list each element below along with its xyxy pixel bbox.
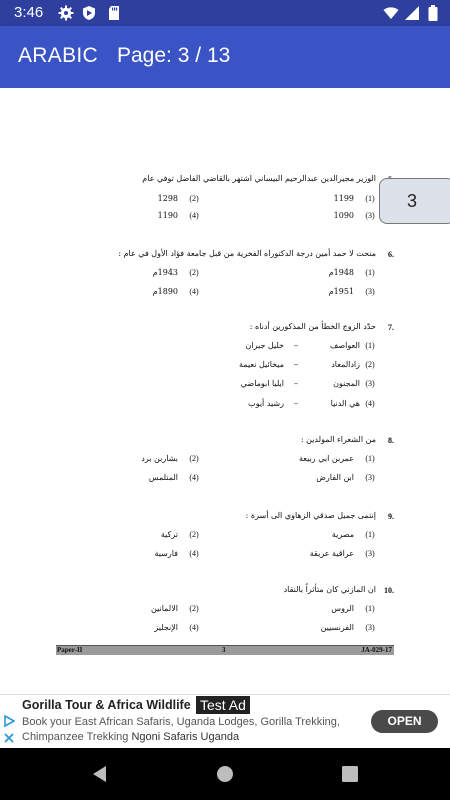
option-3: 1951م (3) (328, 287, 375, 296)
question-text: الوزير مجيرالدين عبدالرحيم البيساني اشتهر بالقاضي الفاضل توفي عام (142, 174, 376, 183)
option-4: فارسية (4) (154, 549, 199, 558)
option-2: 1943م (2) (152, 268, 199, 277)
option-1: 1948م (1) (328, 268, 375, 277)
ad-banner[interactable] (0, 694, 450, 748)
option-4: 1890م (4) (152, 287, 199, 296)
option-2: بشاربن برد (2) (141, 454, 199, 463)
option-1: الروس (1) (331, 604, 375, 613)
option-3: عراقية عريقة (3) (309, 549, 375, 558)
status-bar (0, 0, 450, 26)
option-2: 1298 (2) (157, 194, 199, 203)
option-4: 1190 (4) (157, 211, 199, 220)
option-2: الالمانين (2) (150, 604, 199, 613)
option-3: ابن الفارض (3) (316, 473, 375, 482)
option-2: تركية (2) (160, 530, 199, 539)
option-1: 1199 (1) (333, 194, 375, 203)
signal-icon (404, 5, 420, 21)
recents-icon[interactable] (340, 764, 360, 784)
sd-card-icon (106, 5, 122, 21)
pair-4: رشيد أيوب – هي الدنيا (4) (248, 399, 375, 408)
shield-icon (81, 5, 97, 21)
question-number: 9. (388, 512, 394, 521)
home-icon[interactable] (215, 764, 235, 784)
page-number-badge[interactable]: 3 (379, 178, 450, 224)
footer-page-number: 3 (222, 646, 226, 654)
option-4: الإنجليز (4) (154, 623, 199, 632)
question-number: 6. (388, 250, 394, 259)
document-page (56, 88, 394, 694)
question-text: ان المازني كان متأثراً بالنقاد (283, 585, 376, 594)
app-title: ARABIC (18, 44, 98, 67)
question-text: منحت لا حمد أمين درجة الدكتوراه الفخرية من قبل جامعة فؤاد الأول في عام : (118, 249, 376, 258)
status-time: 3:46 (14, 4, 44, 21)
question-number: 7. (388, 323, 394, 332)
back-icon[interactable] (90, 764, 110, 784)
option-1: عمربن ابي ربيعة (1) (299, 454, 375, 463)
option-1: مصرية (1) (331, 530, 375, 539)
ad-description: Book your East African Safaris, Uganda Lodges, Gorilla Trekking, Chimpanzee Trekking Ngoni Safaris Uganda (22, 716, 340, 743)
question-text: إنتمى جميل صدقي الزهاوي الى أسرة : (245, 511, 376, 520)
ad-close-icon[interactable] (3, 732, 15, 744)
ad-title[interactable]: Gorilla Tour & Africa Wildlife (22, 698, 191, 712)
option-4: المتلمس (4) (148, 473, 199, 482)
pair-1: خليل جبران – العواصف (1) (245, 341, 375, 350)
ad-open-button[interactable]: OPEN (371, 710, 438, 733)
page-total: 13 (206, 44, 231, 67)
page-current: 3 (177, 44, 190, 67)
footer-paper-label: Paper-II (57, 646, 83, 654)
page-indicator (117, 44, 230, 68)
ad-choices-icon[interactable] (3, 715, 15, 727)
footer-code: JA-029-17 (361, 646, 392, 654)
app-bar (0, 26, 450, 88)
battery-icon (428, 5, 438, 21)
option-3: الفرنسيين (3) (320, 623, 375, 632)
pair-2: ميخائيل نعيمة – زادالمعاد (2) (239, 360, 375, 369)
gear-icon (58, 5, 74, 21)
pair-3: ايليا ابوماضي – المجنون (3) (240, 379, 375, 388)
question-text: حدّد الزوج الخطأ من المذكورين أدناه : (249, 322, 376, 331)
option-3: 1090 (3) (333, 211, 375, 220)
wifi-icon (383, 5, 399, 21)
page-footer (56, 645, 394, 655)
page-label: Page: (117, 44, 172, 67)
navigation-bar (0, 748, 450, 800)
ad-test-tag: Test Ad (196, 696, 250, 714)
question-number: 8. (388, 436, 394, 445)
question-text: من الشعراء المولدين : (300, 435, 376, 444)
page-separator: / (189, 44, 207, 67)
question-number: 10. (384, 586, 394, 595)
ad-description-highlight: Ngoni Safaris Uganda (131, 731, 240, 743)
